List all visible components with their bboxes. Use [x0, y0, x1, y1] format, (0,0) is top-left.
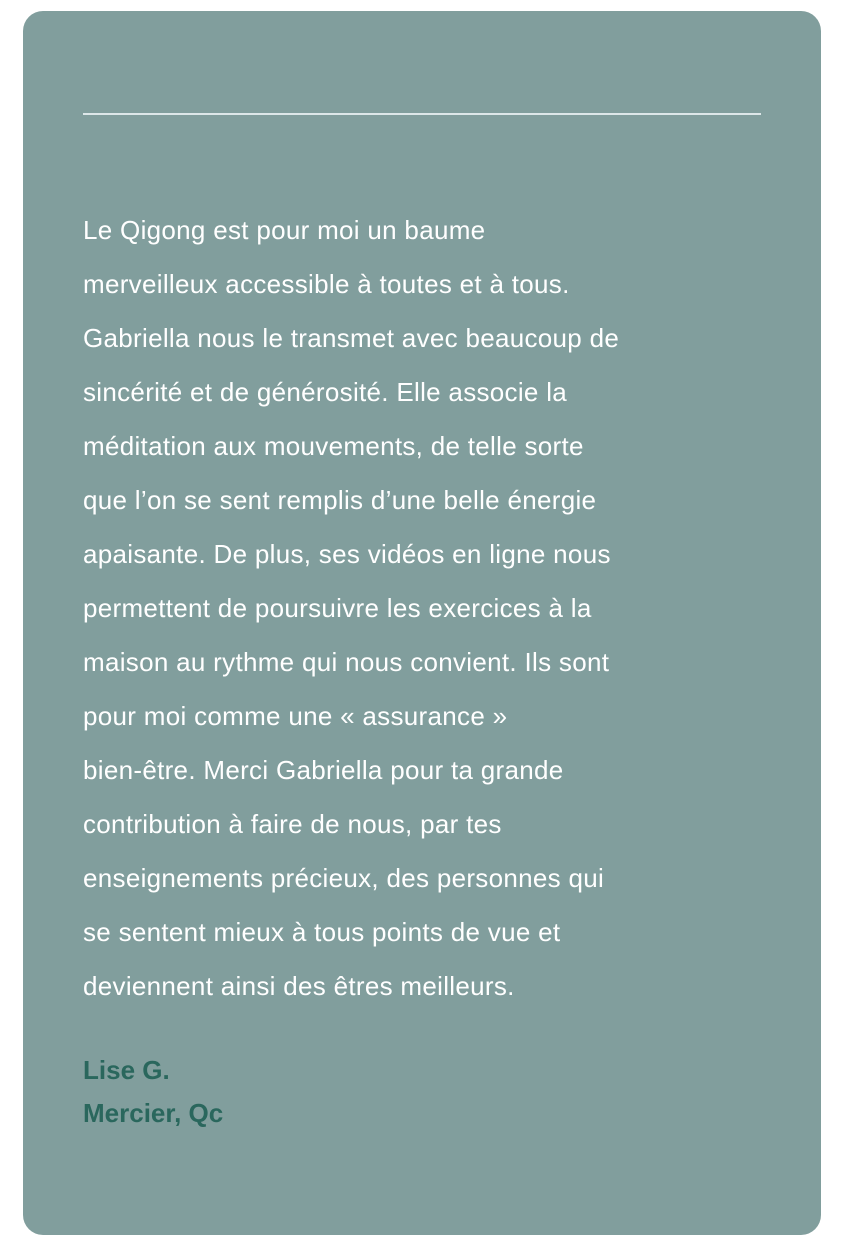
quote-line: maison au rythme qui nous convient. Ils sont [83, 647, 610, 677]
author-name: Lise G. [83, 1055, 170, 1085]
quote-line: bien-être. Merci Gabriella pour ta grande [83, 755, 564, 785]
quote-line: que l’on se sent remplis d’une belle énergie [83, 485, 597, 515]
quote-line: Gabriella nous le transmet avec beaucoup de [83, 323, 620, 353]
quote-line: sincérité et de générosité. Elle associe la [83, 377, 568, 407]
quote-line: contribution à faire de nous, par tes [83, 809, 502, 839]
testimonial-author [83, 1049, 223, 1135]
quote-line: enseignements précieux, des personnes qui [83, 863, 605, 893]
testimonial-card [23, 11, 821, 1235]
quote-line: Le Qigong est pour moi un baume [83, 215, 486, 245]
quote-line: méditation aux mouvements, de telle sorte [83, 431, 584, 461]
quote-line: merveilleux accessible à toutes et à tous. [83, 269, 570, 299]
divider-line [83, 113, 761, 115]
quote-line: apaisante. De plus, ses vidéos en ligne nous [83, 539, 611, 569]
testimonial-quote [83, 203, 773, 1013]
quote-line: permettent de poursuivre les exercices à la [83, 593, 592, 623]
quote-line: deviennent ainsi des êtres meilleurs. [83, 971, 515, 1001]
author-location: Mercier, Qc [83, 1098, 224, 1128]
quote-line: se sentent mieux à tous points de vue et [83, 917, 561, 947]
quote-line: pour moi comme une « assurance » [83, 701, 508, 731]
